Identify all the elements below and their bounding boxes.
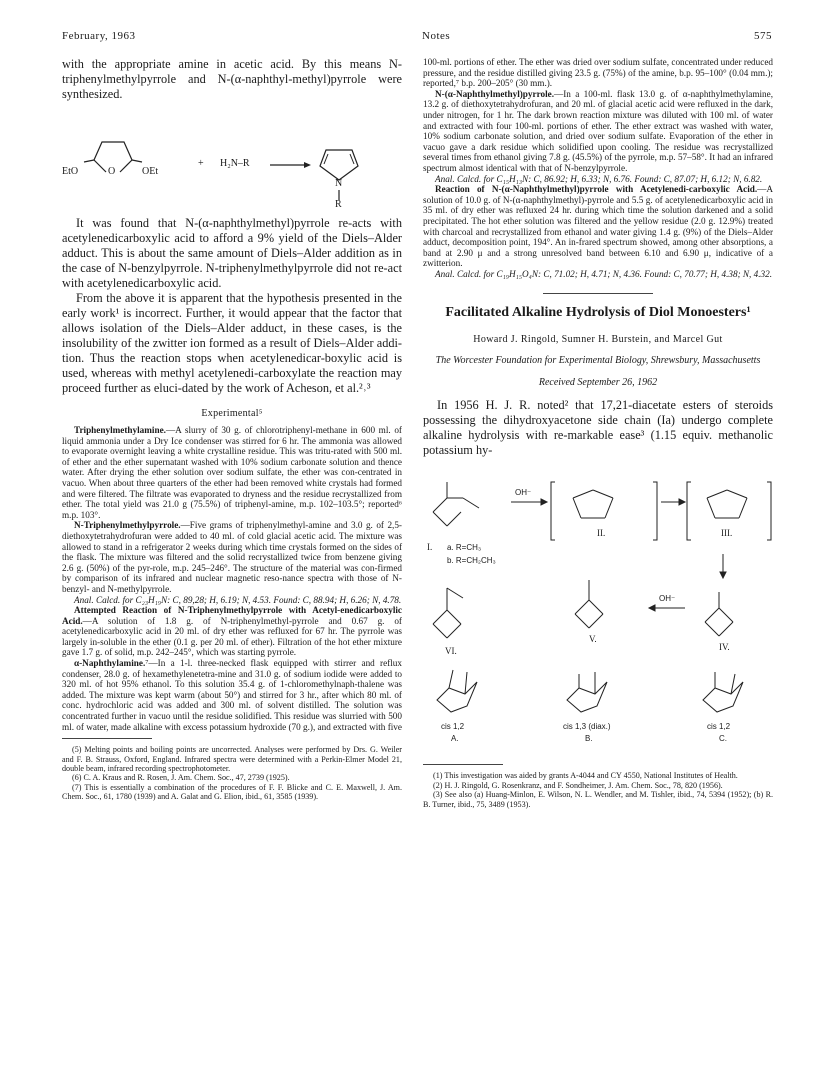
exp4-body: ⁷—In a 1-l. three-necked flask equipped with stirrer and reflux condenser, 28.0 g. of hexamethylenetetra-mine and 31.0 g. of sodium iodide were added to 320 ml. of hot 95% ethanol. To this solution 35.4 g. of 1-chloromethylnaph-thalene was added. The mixture was kept warm (about 50°) and stirred for 3 hr., after which 80 ml. of conc. hydrochloric acid was added and 300 ml. of solvent distilled. The solution was concentrated further in vacuo until the residue solidified. This residue was slurried with 500 ml. of water, made alkaline with excess potassium hydroxide (70 g.), and extracted with five: [62, 658, 402, 732]
right-footnote-divider: [423, 764, 503, 765]
label-structure-VI: VI.: [445, 646, 457, 657]
hydrolysis-scheme-drawing: [423, 468, 773, 758]
footnote-5: (5) Melting points and boiling points are uncorrected. Analyses were performed by Drs. G. Weiler and F. B. Strauss, Oxford, England. Infrared spectra were determined with a Perkin-Elmer Model 21, double beam, infrared recording spectrophotometer.: [62, 745, 402, 774]
exp2-analysis: Anal. Calcd. for C₂₃H₁₉N: C, 89,28; H, 6.19; N, 4.53. Found: C, 88.94; H, 6.26; N, 4.78.: [74, 594, 402, 605]
label-structure-I: I.: [427, 542, 433, 553]
footnote-6: (6) C. A. Kraus and R. Rosen, J. Am. Chem. Soc., 47, 2739 (1925).: [72, 773, 290, 783]
hydrolysis-scheme: [423, 468, 773, 758]
exp2-body: —Five grams of triphenylmethyl-amine and 3.0 g. of 2,5-diethoxytetrahydrofuran were added to 40 ml. of cold glacial acetic acid. The mixture was allowed to stand in a refrigerator 2 weeks during which time crystals formed on the sides of the flask. The mixture was filtered and the solid recrystallized twice from benzene giving 2.6 g. (50%) of the pyr-role, m.p. 245–246°. The structure of the material was con-firmed by comparison of its infrared and nuclear magnetic reso-nance spectra with those of N-benzyl- and N-methylpyrrole.: [62, 520, 402, 594]
hydroxide-label-2: OH⁻: [659, 594, 676, 604]
pyrrole-nitrogen-label: N: [335, 178, 343, 189]
label-Ia: a. R=CH₃: [447, 543, 482, 553]
exp3-title: Attempted Reaction of N-Triphenylmethylpyrrole with Acetyl-enedicarboxylic Acid.: [62, 605, 402, 626]
page-header: [62, 30, 772, 46]
exp6-analysis: Anal. Calcd. for C₁₉H₁₅O₄N: C, 71.02; H, 4.71; N, 4.36. Found: C, 70.77; H, 4.38; N, 4.32.: [435, 268, 773, 279]
exp4-title: α-Naphthylamine.: [74, 658, 146, 669]
exp5-analysis: Anal. Calcd. for C₁₅H₁₃N: C, 86.92; H, 6.33; N, 6.76. Found: C, 87.07; H, 6.12; N, 6.82.: [435, 173, 763, 184]
label-B: B.: [585, 734, 593, 744]
footnote-1: (1) This investigation was aided by grants A-4044 and CY 4550, National Institutes of Health.: [433, 771, 738, 781]
right-column: [423, 57, 773, 809]
continued-paragraph: 100-ml. portions of ether. The ether was dried over sodium sulfate, concentrated under reduced pressure, and the residue distilled giving 23.5 g. (75%) of the amine, b.p. 95–100° (0.04 mm.); reported,⁷ b.p. 200–205° (30 mm.).: [423, 57, 773, 89]
header-section: Notes: [422, 30, 451, 42]
exp6-title: Reaction of N-(α-Naphthylmethyl)pyrrole with Acetylenedi-carboxylic Acid.: [435, 184, 758, 195]
label-C: C.: [719, 734, 727, 744]
ethoxy-left-label: EtO: [62, 166, 79, 177]
label-cis-A: cis 1,2: [441, 722, 465, 732]
pyrrole-substituent-label: R: [335, 199, 342, 210]
page-number: 575: [754, 30, 772, 42]
header-date: February, 1963: [62, 30, 136, 42]
pyrrole-synthesis-scheme: [62, 102, 402, 210]
exp1-title: Triphenylmethylamine.: [74, 425, 166, 435]
scheme-drawing: [62, 102, 402, 210]
footnote-3: (3) See also (a) Huang-Minlon, E. Wilson, N. L. Wendler, and M. Tishler, ibid., 74, 5394 (1952); (b) R. B. Turner, ibid., 75, 3489 (1953).: [423, 790, 773, 809]
label-structure-II: II.: [597, 528, 606, 539]
hydroxide-label-1: OH⁻: [515, 488, 532, 498]
intro-paragraph: with the appropriate amine in acetic acid. By this means N-triphenylmethylpyrrole and N-(α-naphthyl-methyl)pyrrole were synthesized.: [62, 57, 402, 101]
left-column: [62, 57, 402, 802]
results-paragraph-1: It was found that N-(α-naphthylmethyl)pyrrole re-acts with acetylenedicarboxylic acid to afford a 9% yield of the Diels–Alder adduct. This is about the same amount of Diels–Alder addition as in the case of N-benzylpyrrole. N-triphenylmethylpyrrole did not re-act with acetylenedicarboxylic acid.: [62, 216, 402, 290]
exp1-body: —A slurry of 30 g. of chlorotriphenyl-methane in 600 ml. of liquid ammonia under a Dry Ice condenser was stirred for 6 hr. The ammonia was allowed to evaporate overnight leaving a white crystalline residue. This was tritu-rated with 500 ml. of ether and the ether supernatant washed with 10% sodium carbonate solution and thence water. After drying the ether solution over sodium sulfate, the ether was con-centrated in vacuo. When about three quarters of the ether had been removed white crystals had formed and were filtered. The filtrate was evaporated to dryness and the residue recrystallized from ether. The total yield was 21.0 g (75.5%) of triphenyl-amine, m.p. 102–103.5°; reported⁶ m.p. 103°.: [62, 425, 402, 520]
amine-label: H₂N–R: [220, 158, 250, 169]
exp2-title: N-Triphenylmethylpyrrole.: [74, 520, 181, 531]
article-separator: [543, 293, 653, 294]
experimental-heading: Experimental⁵: [201, 408, 263, 419]
plus-sign: +: [198, 158, 204, 169]
footnote-divider: [62, 738, 152, 739]
label-A: A.: [451, 734, 459, 744]
ethoxy-right-label: OEt: [142, 166, 159, 177]
exp3-body: —A solution of 1.8 g. of N-triphenylmethyl-pyrrole and 0.67 g. of acetylenedicarboxylic acid in 20 ml. of dry ether was refluxed for 67 hr. The pyrrole was largely in-soluble in the ether (0.1 g. per 20 ml. of ether). Filtration of the hot ether mixture gave 1.7 g. of solid, m.p. 242–245°, which was starting pyrrole.: [62, 615, 402, 658]
ring-oxygen-label: O: [108, 166, 116, 177]
label-cis-C: cis 1,2: [707, 722, 731, 732]
label-Ib: b. R=CH₂CH₃: [447, 556, 496, 566]
label-structure-III: III.: [721, 528, 733, 539]
article-affiliation: The Worcester Foundation for Experimental Biology, Shrewsbury, Massachusetts: [435, 355, 761, 367]
label-structure-V: V.: [589, 634, 597, 645]
article-authors: Howard J. Ringold, Sumner H. Burstein, and Marcel Gut: [473, 334, 723, 346]
received-date: Received September 26, 1962: [538, 377, 658, 389]
footnote-7: (7) This is essentially a combination of the procedures of F. F. Blicke and C. E. Maxwell, J. Am. Chem. Soc., 61, 1780 (1939) and A. Galat and G. Elion, ibid., 61, 3585 (1939).: [62, 782, 402, 802]
results-paragraph-2: From the above it is apparent that the hypothesis presented in the early work¹ is incorrect. Further, it would appear that the factor that allows isolation of the Diels–Alder adduct, in these cases, is the insolubility of the zwitter ion formed as a result of Diels–Alder addi-tion. Thus the reaction stops when acetylenedicar-boxylic acid is used, whereas with methyl acetylenedi-carboxylate the reaction may proceed further as eluci-dated by the work of Acheson, et al.²˒³: [62, 291, 402, 395]
article-title: Facilitated Alkaline Hydrolysis of Diol Monoesters¹: [445, 305, 751, 321]
label-cis-B: cis 1,3 (diax.): [563, 722, 611, 732]
label-structure-IV: IV.: [719, 642, 730, 653]
exp5-body: —In a 100-ml. flask 13.0 g. of α-naphthylmethylamine, 13.2 g. of diethoxytetrahydrofuran, and 20 ml. of glacial acetic acid were refluxed in the dark, under nitrogen, for 1 hr. The dark brown reaction mixture was diluted with 100 ml. of water and extracted with four 100-ml. portions of ether. The ether extract was washed with water, 10% sodium carbonate solution, and dried over sodium sulfate. Evaporation of the ether in vacuo gave a dark residue which solidified upon cooling. The residue was recrystallized several times from ethanol giving 7.8 g. (45.5%) of the pyrrole, m.p. 57–58°. It had an infrared spectrum almost identical with that of N-benzylpyrrole.: [423, 88, 773, 173]
article-intro: In 1956 H. J. R. noted² that 17,21-diacetate esters of steroids possessing the dihydroxyacetone side chain (Ia) undergo complete alkaline hydrolysis with re-markable ease³ (1.15 equiv. methanolic potassium hy-: [423, 398, 773, 458]
footnote-2: (2) H. J. Ringold, G. Rosenkranz, and F. Sondheimer, J. Am. Chem. Soc., 78, 820 (1956).: [433, 780, 723, 790]
exp6-body: —A solution of 10.0 g. of N-(α-naphthylmethyl)-pyrrole and 5.5 g. of acetylenedicarboxylic acid in 35 ml. of dry ether was refluxed 24 hr. during which time the solution darkened and a solid precipitated. The hot ether solution was filtered and the yellow residue (2.0 g. 12.9%) treated with charcoal and recrystallized from ethanol and water giving 1.4 g. (9%) of the Diels–Alder adduct, decomposition point, 194°. An in-frared spectrum showed, among other absorptions, a band at 2.90 μ and a strong unresolved band between 6.10 and 6.90 μ, indicative of a zwitterion.: [423, 184, 773, 269]
exp5-title: N-(α-Naphthylmethyl)pyrrole.: [435, 88, 555, 99]
